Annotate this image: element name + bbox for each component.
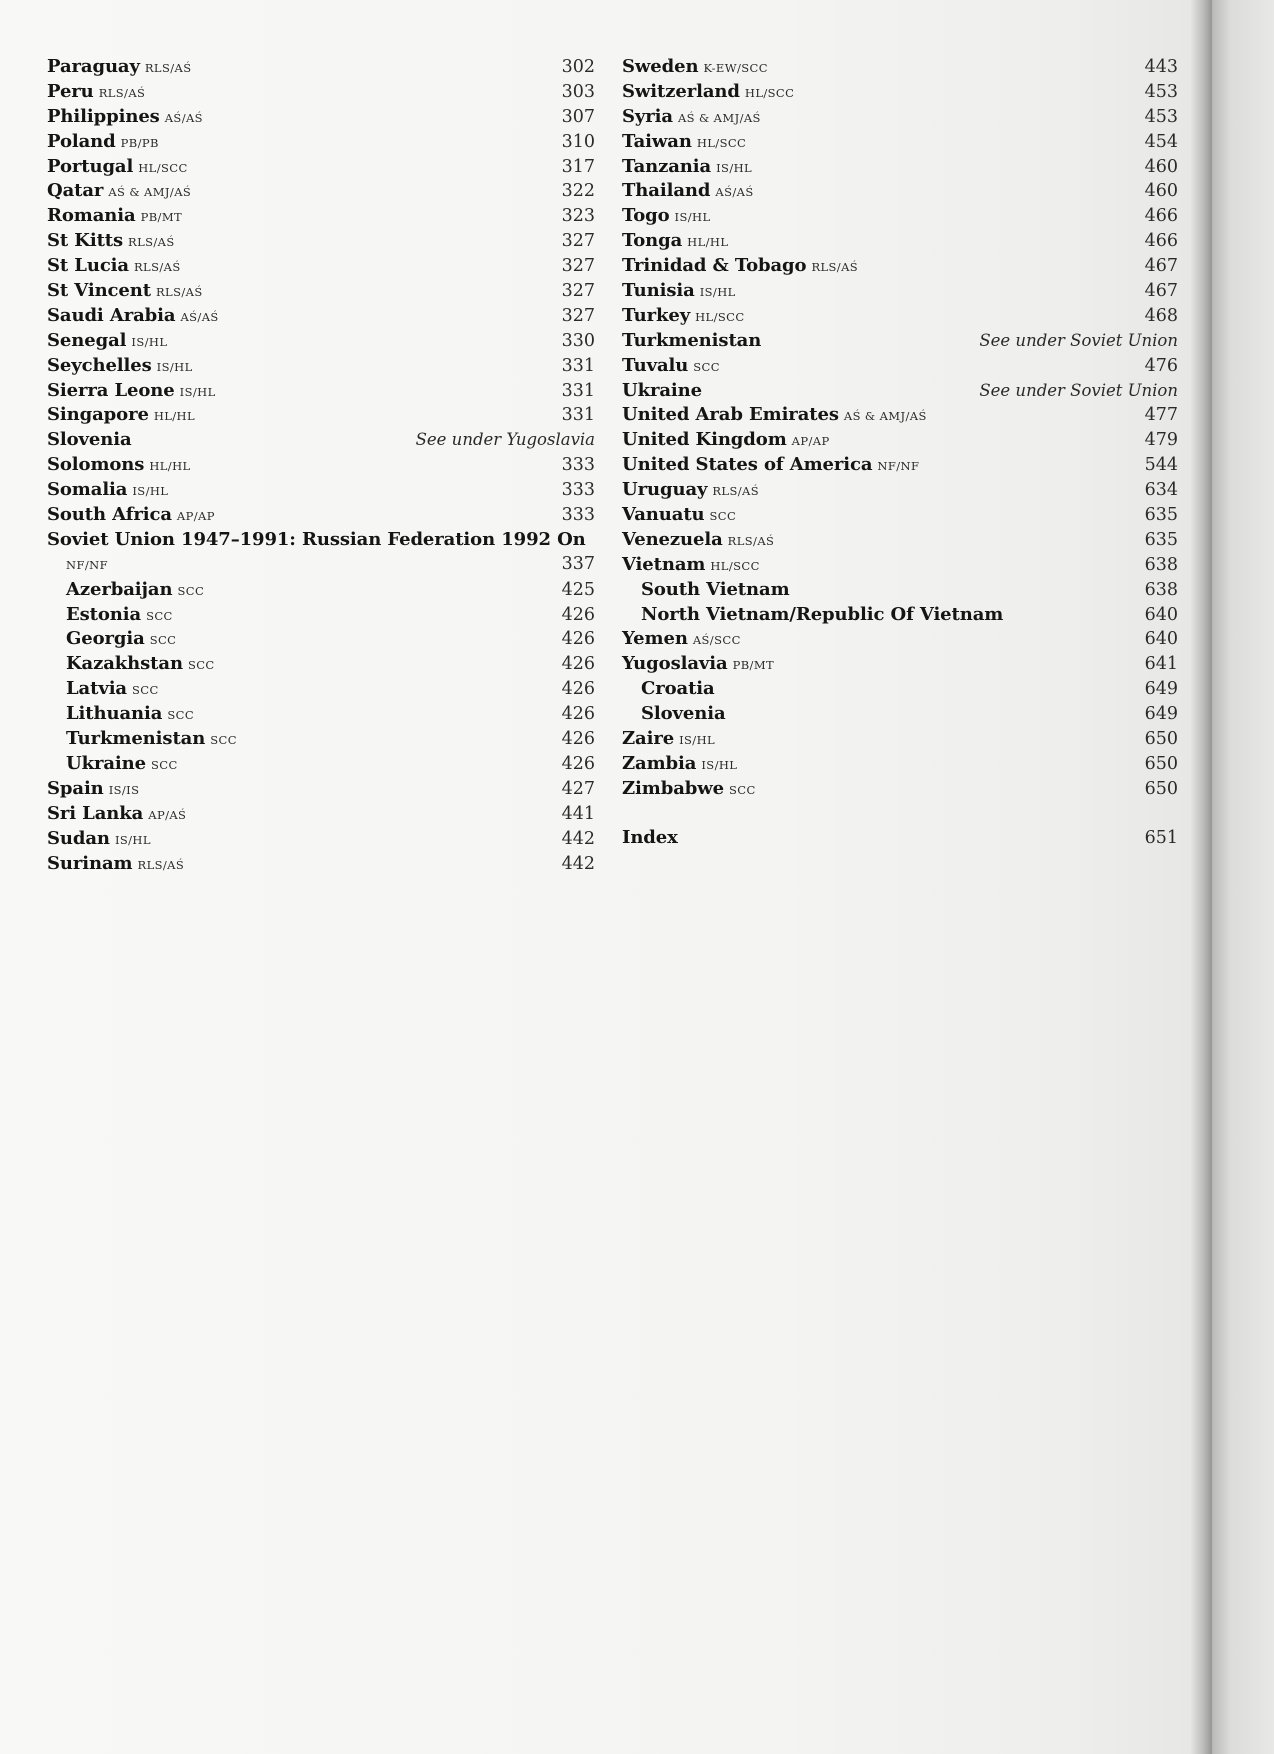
page-number: 310: [561, 131, 595, 152]
entry-code: SCC: [167, 708, 195, 723]
entry-name: Turkey: [622, 304, 691, 326]
page-number: 426: [561, 629, 595, 650]
entry-code: HL/SCC: [710, 558, 760, 573]
entry-code: IS/HL: [156, 359, 193, 374]
entry-code: SCC: [177, 583, 205, 598]
entry-name: Peru: [47, 80, 94, 102]
entry-name: Soviet Union 1947–1991: Russian Federation 1992 On: [47, 528, 586, 550]
entry-code: AŚ & AMJ/AŚ: [677, 110, 761, 125]
page-number: 635: [1144, 505, 1178, 526]
entry-name: Sweden: [622, 56, 699, 77]
contents-entry: [622, 278, 1178, 303]
entry-code: HL/SCC: [696, 135, 747, 150]
entry-name: Spain: [47, 777, 104, 799]
page-number: 426: [561, 704, 595, 725]
page-number: 330: [561, 330, 595, 351]
entry-code: IS/HL: [716, 160, 753, 175]
entry-code: IS/HL: [674, 210, 711, 225]
entry-name: Qatar: [47, 180, 104, 202]
page-number: 638: [1144, 579, 1178, 600]
entry-code: RLS/AŚ: [811, 260, 859, 275]
entry-name: St Lucia: [47, 255, 129, 277]
contents-entry: [622, 502, 1178, 527]
entry-code: IS/HL: [699, 285, 736, 300]
entry-code: RLS/AŚ: [137, 857, 185, 872]
entry-code: IS/HL: [679, 733, 716, 748]
entry-name: South Vietnam: [641, 578, 790, 600]
entry-name: Sri Lanka: [47, 802, 144, 824]
contents-entry: [47, 79, 595, 104]
entry-code: NF/NF: [877, 459, 920, 474]
entry-name: Ukraine: [622, 379, 702, 401]
entry-name: Saudi Arabia: [47, 304, 176, 326]
contents-subentry: [622, 701, 1178, 726]
page-number: 425: [561, 579, 595, 600]
entry-code: RLS/AŚ: [727, 533, 775, 548]
page-number: 467: [1144, 256, 1178, 277]
contents-entry: [622, 751, 1178, 776]
entry-name: Tuvalu: [622, 354, 689, 376]
page-number: 337: [561, 553, 595, 574]
entry-name: Seychelles: [47, 354, 152, 376]
contents-entry: [622, 477, 1178, 502]
page-number: 442: [561, 828, 595, 849]
contents-entry: [47, 54, 595, 79]
entry-name: Venezuela: [622, 528, 723, 550]
page-number: 650: [1144, 753, 1178, 774]
entry-name: Kazakhstan: [66, 653, 183, 675]
page-number: 454: [1144, 131, 1178, 152]
entry-code: SCC: [709, 509, 737, 524]
contents-entry: [622, 552, 1178, 577]
contents-entry: [47, 178, 595, 203]
contents-entry: [47, 328, 595, 353]
contents-entry-index: [622, 825, 1178, 850]
page-number: 426: [561, 753, 595, 774]
entry-name: Tunisia: [622, 280, 695, 302]
entry-name: Tonga: [622, 230, 683, 252]
entry-name: Paraguay: [47, 56, 140, 77]
entry-name: Vanuatu: [622, 504, 705, 526]
page-number: 638: [1144, 554, 1178, 575]
contents-entry: [47, 154, 595, 179]
page-number: 479: [1144, 430, 1178, 451]
entry-code: PB/MT: [732, 658, 775, 673]
entry-code: SCC: [693, 359, 720, 374]
entry-name: Index: [622, 826, 678, 848]
contents-entry: [47, 129, 595, 154]
contents-subentry: [622, 676, 1178, 701]
entry-code: IS/HL: [701, 757, 738, 772]
entry-name: Switzerland: [622, 80, 740, 102]
entry-code: AP/AP: [176, 509, 215, 524]
page-number: 651: [1144, 827, 1178, 848]
entry-name: Lithuania: [66, 703, 163, 725]
entry-code: RLS/AŚ: [128, 235, 175, 250]
page-number: 453: [1144, 81, 1178, 102]
contents-entry: [47, 552, 595, 577]
contents-entry: [622, 651, 1178, 676]
page-number: 477: [1144, 405, 1178, 426]
entry-name: Taiwan: [622, 130, 692, 152]
contents-entry: [47, 402, 595, 427]
contents-entry: [47, 851, 595, 876]
page-number: 650: [1144, 729, 1178, 750]
entry-name: Turkmenistan: [66, 728, 206, 750]
page-number: 468: [1144, 305, 1178, 326]
contents-subentry: [47, 577, 595, 602]
page-number: 331: [561, 380, 595, 401]
entry-name: Senegal: [47, 329, 127, 351]
contents-subentry: [47, 602, 595, 627]
contents-entry: [47, 502, 595, 527]
entry-code: SCC: [149, 633, 177, 648]
entry-code: IS/HL: [132, 484, 169, 499]
contents-subentry: [47, 651, 595, 676]
entry-name: Azerbaijan: [66, 578, 173, 600]
entry-name: Yemen: [622, 628, 688, 650]
entry-name: Surinam: [47, 852, 133, 874]
page-number: 467: [1144, 281, 1178, 302]
page-number: 635: [1144, 529, 1178, 550]
contents-entry: [622, 527, 1178, 552]
page-number: 331: [561, 405, 595, 426]
entry-code: AP/AŚ: [148, 807, 187, 822]
entry-name: Latvia: [66, 678, 127, 700]
entry-name: Estonia: [66, 603, 142, 625]
page-number: 466: [1144, 206, 1178, 227]
entry-code: NF/NF: [66, 557, 108, 572]
contents-entry: [47, 477, 595, 502]
entry-name: Uruguay: [622, 479, 708, 501]
entry-code: RLS/AŚ: [98, 85, 146, 100]
contents-subentry: [622, 602, 1178, 627]
contents-entry: [47, 228, 595, 253]
page-number: 442: [561, 853, 595, 874]
contents-entry: [622, 726, 1178, 751]
contents-entry: [622, 328, 1178, 353]
contents-subentry: [47, 676, 595, 701]
contents-entry: [47, 378, 595, 403]
contents-subentry: [47, 701, 595, 726]
contents-entry: [47, 203, 595, 228]
page-number: 426: [561, 729, 595, 750]
page-number: 427: [561, 778, 595, 799]
page-number: 307: [561, 106, 595, 127]
contents-subentry: [47, 751, 595, 776]
entry-name: Croatia: [641, 678, 715, 700]
page-number: 331: [561, 355, 595, 376]
entry-code: SCC: [151, 757, 178, 772]
entry-code: RLS/AŚ: [712, 484, 760, 499]
entry-name: Tanzania: [622, 155, 712, 177]
entry-code: HL/HL: [149, 459, 191, 474]
contents-entry: [622, 178, 1178, 203]
contents-entry: [622, 203, 1178, 228]
page-number: 544: [1144, 455, 1178, 476]
page-number: 453: [1144, 106, 1178, 127]
entry-code: AŚ & AMJ/AŚ: [108, 185, 192, 200]
entry-name: Syria: [622, 105, 673, 127]
entry-name: Turkmenistan: [622, 329, 762, 351]
entry-name: United States of America: [622, 454, 873, 476]
entry-name: United Kingdom: [622, 429, 787, 451]
contents-entry: [622, 154, 1178, 179]
entry-code: RLS/AŚ: [144, 61, 192, 75]
entry-name: Ukraine: [66, 752, 146, 774]
entry-code: AŚ/AŚ: [180, 309, 219, 324]
page-number: 333: [561, 455, 595, 476]
entry-code: SCC: [146, 608, 173, 623]
entry-name: Zaire: [622, 728, 675, 750]
contents-entry: [47, 826, 595, 851]
contents-subentry: [47, 726, 595, 751]
page-number: 441: [561, 803, 595, 824]
entry-code: K-EW/SCC: [703, 61, 768, 75]
page-number: 426: [561, 654, 595, 675]
binding-shadow: [1190, 0, 1212, 1754]
page-number: 327: [561, 256, 595, 277]
contents-entry: [622, 79, 1178, 104]
entry-code: IS/HL: [131, 334, 168, 349]
entry-code: HL/SCC: [744, 85, 795, 100]
entry-name: Slovenia: [47, 429, 132, 451]
page-number: 460: [1144, 156, 1178, 177]
contents-entry: [622, 104, 1178, 129]
entry-code: PB/PB: [120, 135, 159, 150]
entry-name: Philippines: [47, 105, 160, 127]
contents-entry: [47, 527, 595, 552]
contents-entry: [622, 303, 1178, 328]
entry-name: Vietnam: [622, 553, 706, 575]
entry-code: IS/HL: [179, 384, 216, 399]
entry-name: Romania: [47, 205, 136, 227]
entry-name: St Vincent: [47, 280, 151, 302]
page-number: 302: [561, 57, 595, 77]
contents-entry: [47, 303, 595, 328]
entry-code: RLS/AŚ: [133, 260, 181, 275]
entry-code: SCC: [187, 658, 215, 673]
entry-code: SCC: [210, 733, 237, 748]
page-number: 333: [561, 505, 595, 526]
contents-entry: [622, 353, 1178, 378]
page-number: 317: [561, 156, 595, 177]
entry-name: Zimbabwe: [622, 777, 725, 799]
page-number: 650: [1144, 778, 1178, 799]
page-number: 466: [1144, 231, 1178, 252]
contents-entry: [622, 129, 1178, 154]
page-number: 649: [1144, 704, 1178, 725]
contents-entry: [47, 801, 595, 826]
entry-code: SCC: [729, 782, 756, 797]
entry-name: Sierra Leone: [47, 379, 175, 401]
entry-code: IS/HL: [114, 832, 151, 847]
entry-name: Togo: [622, 205, 670, 227]
contents-entry: [47, 278, 595, 303]
entry-name: St Kitts: [47, 230, 124, 252]
page-number: 327: [561, 281, 595, 302]
contents-subentry: [47, 626, 595, 651]
entry-code: AŚ/SCC: [692, 633, 741, 648]
contents-entry: [47, 776, 595, 801]
contents-entry: [47, 427, 595, 452]
see-reference: See under Soviet Union: [979, 330, 1178, 350]
entry-name: Portugal: [47, 155, 134, 177]
page-number: 640: [1144, 604, 1178, 625]
entry-code: AŚ & AMJ/AŚ: [843, 409, 927, 424]
page-number: 327: [561, 305, 595, 326]
contents-subentry: [622, 577, 1178, 602]
page-number: 426: [561, 679, 595, 700]
contents-entry: [47, 452, 595, 477]
entry-name: Sudan: [47, 827, 110, 849]
entry-name: Trinidad & Tobago: [622, 255, 807, 277]
page-number: 327: [561, 231, 595, 252]
adjacent-page-edge: [1212, 0, 1274, 1754]
entry-name: Poland: [47, 130, 116, 152]
entry-code: SCC: [132, 683, 159, 698]
page-number: 303: [561, 81, 595, 102]
contents-entry: [622, 253, 1178, 278]
page-number: 649: [1144, 679, 1178, 700]
page-number: 443: [1144, 57, 1178, 77]
page-number: 323: [561, 206, 595, 227]
contents-entry: [622, 776, 1178, 801]
page-number: 476: [1144, 355, 1178, 376]
contents-entry: [47, 353, 595, 378]
contents-entry: [622, 54, 1178, 79]
page-number: 641: [1144, 654, 1178, 675]
contents-entry: [47, 104, 595, 129]
entry-code: HL/HL: [153, 409, 196, 424]
entry-code: HL/SCC: [695, 309, 745, 324]
entry-code: AP/AP: [791, 434, 830, 449]
entry-name: Somalia: [47, 479, 128, 501]
contents-entry: [622, 402, 1178, 427]
entry-code: HL/HL: [687, 235, 729, 250]
entry-code: IS/IS: [108, 782, 140, 797]
contents-entry: [622, 378, 1178, 403]
contents-column-left: [47, 54, 595, 875]
entry-name: Slovenia: [641, 703, 726, 725]
page-number: 333: [561, 480, 595, 501]
entry-name: South Africa: [47, 504, 172, 526]
contents-column-right: [622, 54, 1178, 850]
contents-entry: [622, 452, 1178, 477]
contents-entry: [622, 228, 1178, 253]
entry-code: HL/SCC: [138, 160, 188, 175]
entry-name: Singapore: [47, 404, 149, 426]
contents-entry: [622, 626, 1178, 651]
page-number: 426: [561, 604, 595, 625]
page-number: 640: [1144, 629, 1178, 650]
entry-code: AŚ/AŚ: [164, 110, 203, 125]
page-number: 634: [1144, 480, 1178, 501]
see-reference: See under Soviet Union: [979, 380, 1178, 400]
entry-name: North Vietnam/Republic Of Vietnam: [641, 603, 1004, 625]
entry-code: AŚ/AŚ: [715, 185, 754, 200]
entry-name: Thailand: [622, 180, 711, 202]
contents-entry: [622, 427, 1178, 452]
entry-name: Georgia: [66, 628, 145, 650]
page-number: 322: [561, 181, 595, 202]
see-reference: See under Yugoslavia: [415, 430, 595, 450]
entry-name: Solomons: [47, 454, 145, 476]
entry-name: United Arab Emirates: [622, 404, 839, 426]
page-number: 460: [1144, 181, 1178, 202]
contents-entry: [47, 253, 595, 278]
entry-code: RLS/AŚ: [155, 285, 203, 300]
entry-code: PB/MT: [140, 210, 183, 225]
entry-name: Yugoslavia: [622, 653, 728, 675]
entry-name: Zambia: [622, 752, 697, 774]
